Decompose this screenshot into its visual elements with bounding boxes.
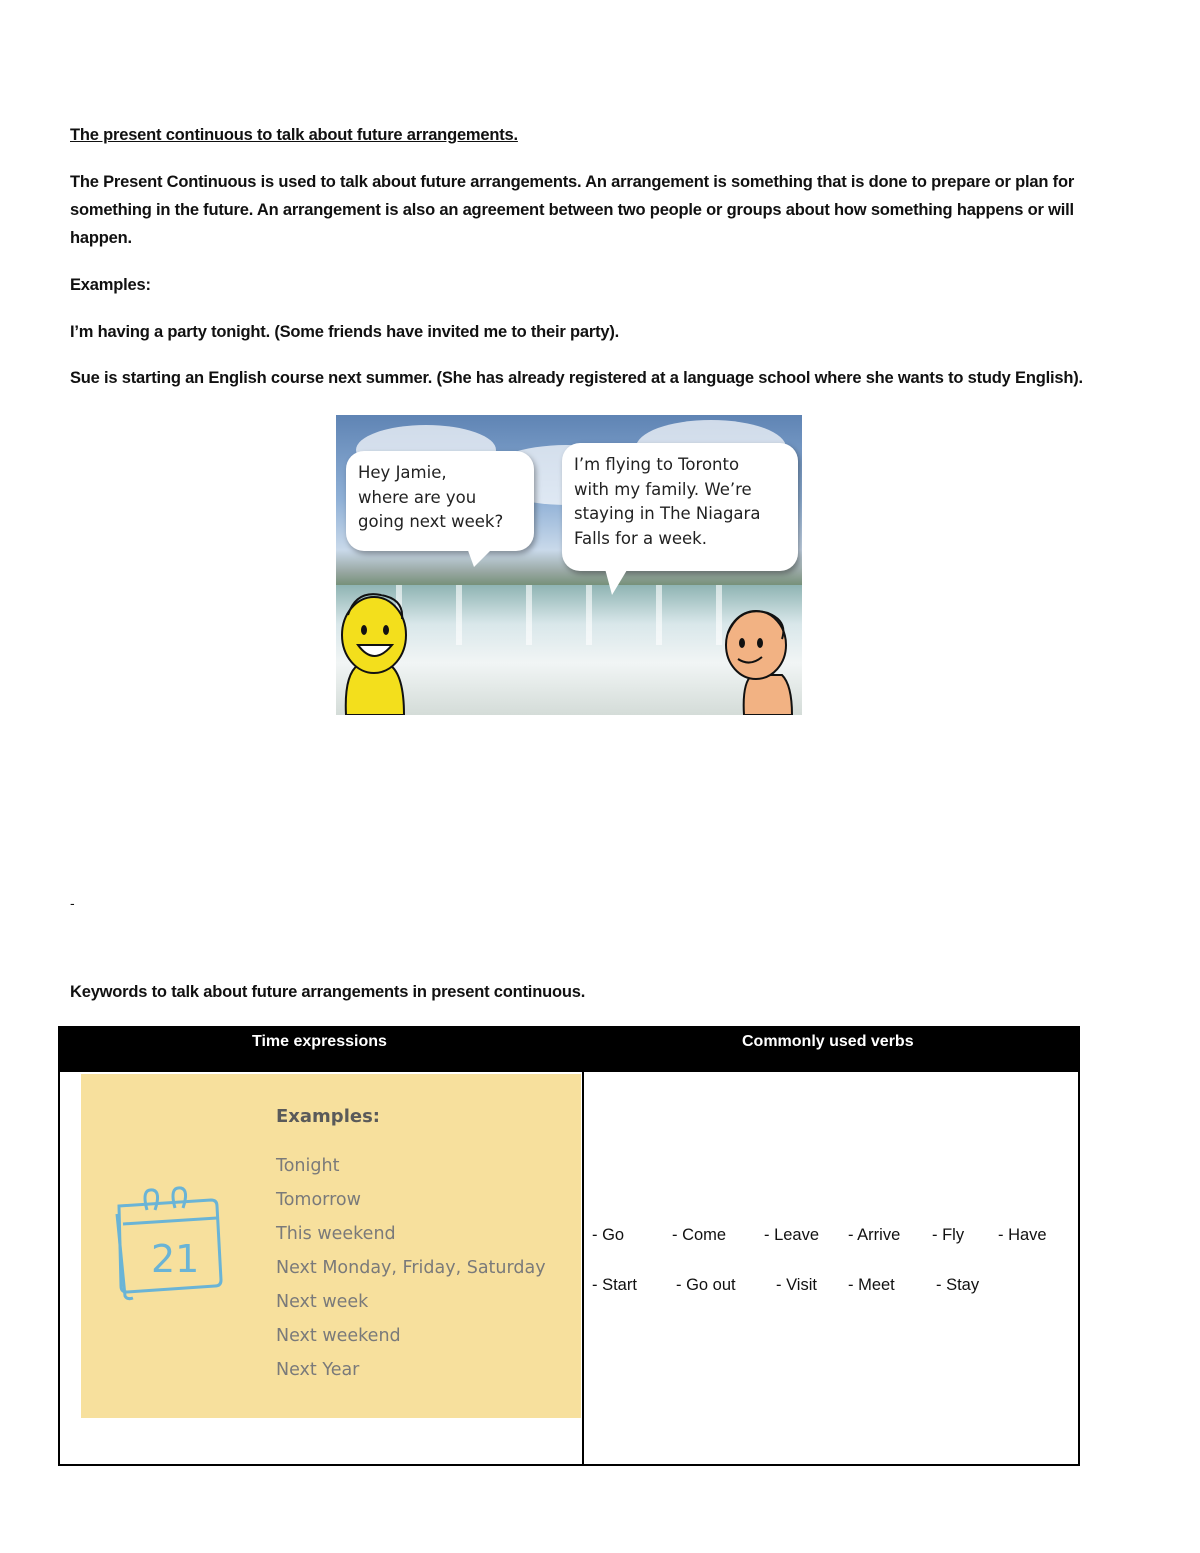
orange-character — [716, 603, 802, 715]
example-sentence-2: Sue is starting an English course next summer. (She has already registered at a language school where she wants to study English). — [70, 369, 1083, 387]
waterfall-stripe — [656, 585, 662, 645]
keywords-table — [58, 1026, 1080, 1466]
speech-bubble-tail — [466, 545, 496, 567]
bubble-line: going next week? — [358, 512, 504, 531]
speech-bubble-question — [346, 451, 534, 551]
calendar-day: 21 — [151, 1237, 200, 1281]
examples-label: Examples: — [70, 276, 151, 294]
yellow-character — [336, 585, 416, 715]
bubble-line: with my family. We’re — [574, 479, 752, 499]
bubble-line: staying in The Niagara — [574, 504, 761, 523]
list-item: Next Monday, Friday, Saturday — [276, 1258, 546, 1278]
time-examples-title: Examples: — [276, 1106, 380, 1127]
bubble-line: Hey Jamie, — [358, 463, 447, 482]
keywords-heading: Keywords to talk about future arrangements in present continuous. — [70, 983, 586, 1001]
verb-item: - Visit — [776, 1276, 817, 1294]
verb-item: - Meet — [848, 1276, 895, 1294]
waterfall-stripe — [586, 585, 592, 645]
verb-item: - Come — [672, 1226, 727, 1244]
list-item: Tonight — [276, 1156, 340, 1176]
page-heading: The present continuous to talk about future arrangements. — [70, 126, 518, 144]
time-expressions-card — [81, 1074, 581, 1418]
list-item: Next weekend — [276, 1326, 401, 1346]
list-item: Next Year — [276, 1360, 360, 1380]
verb-item: - Go — [592, 1226, 625, 1244]
speech-bubble-tail — [604, 565, 630, 595]
bubble-line: Falls for a week. — [574, 528, 707, 548]
verb-item: - Go out — [676, 1276, 736, 1294]
column-header-verbs: Commonly used verbs — [742, 1033, 914, 1050]
verb-item: - Fly — [932, 1226, 965, 1244]
example-sentence-1: I’m having a party tonight. (Some friends have invited me to their party). — [70, 323, 620, 341]
verb-item: - Stay — [936, 1276, 980, 1294]
niagara-comic-illustration — [336, 415, 802, 715]
list-item: This weekend — [276, 1224, 396, 1244]
intro-paragraph: The Present Continuous is used to talk about future arrangements. An arrangement is something that is done to prepare or plan for something in the future. An arrangement is also an agreement between two people or groups about how something happens or will happen. — [70, 173, 1075, 247]
column-header-time-expressions: Time expressions — [252, 1033, 387, 1050]
time-expressions-list — [276, 1149, 546, 1387]
bubble-line: where are you — [358, 487, 477, 507]
table-header-row — [60, 1028, 1078, 1072]
list-item: Next week — [276, 1292, 369, 1312]
verb-item: - Start — [592, 1276, 637, 1294]
verb-item: - Arrive — [848, 1226, 901, 1244]
bullet-dash: - — [70, 895, 75, 911]
bubble-line: I’m flying to Toronto — [574, 455, 740, 474]
speech-bubble-answer — [562, 443, 798, 571]
list-item: Tomorrow — [276, 1190, 361, 1210]
calendar-icon — [113, 1184, 225, 1302]
column-divider — [582, 1072, 584, 1464]
waterfall-stripe — [456, 585, 462, 645]
verb-item: - Leave — [764, 1226, 820, 1244]
verb-item: - Have — [998, 1226, 1047, 1244]
waterfall-stripe — [526, 585, 532, 645]
